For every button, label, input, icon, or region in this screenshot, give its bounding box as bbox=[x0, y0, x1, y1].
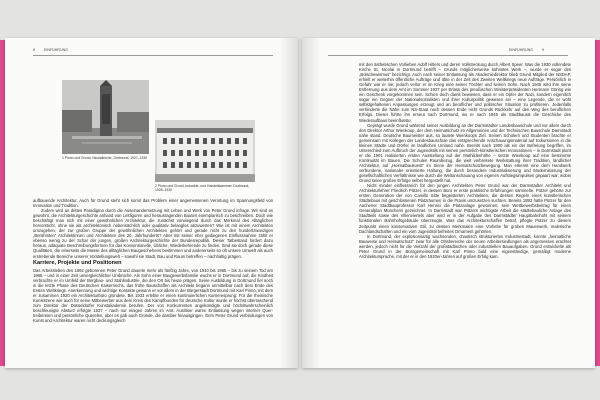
ihk-photo-image bbox=[155, 120, 255, 182]
right-page-header bbox=[509, 48, 544, 52]
photo-ihk bbox=[155, 120, 255, 182]
paragraph: mit den ästhetischen Vorlieben Adolf Hitlers und deren Vollstreckung durch Albert Speer. Was die 1930 vollendete Kirche St. Nicolai in Dortmund betrifft – Grunds möglicherweise kühnstes Werk –, wurde er sogar des „Bolschewismus“ bezichtigt. Auch nach seiner Entlassung als Akademiedirektor blieb Grund Mitglied der NSDAP, erhielt er weiterhin öffentliche Aufträge und übte in der Zeit des Zweiten Weltkriegs neue Aufträge. Persönlich in Gefahr war er nie; jedoch verlor er im Krieg eine seiner Töchter und seinen Sohn. Nach 1945 wird ihm seine Entfernung aus dem Amt im Sommer 1937 per Erlass des preußischen Ministerpräsidenten Hermann Göring wie ein Geschenk vorgekommen sein. Schien doch damit bewiesen, dass er ein Opfer der Nazi, sondern eigentlich sogar ein Gegner der Nationalsozialisten und ihrer Kulturpolitik gewesen sei – eine Legende, die er wohl selbstgehaltenen Anpassungen erzeugt und an beruflicher und politischer Situation zu profitieren. Jedenfalls verhinderte die Nähe zum NS-Staat nach dessen Ende nicht Grunds Rückkehr auf den Weg des beruflichen Erfolgs. Dieser führte ihn erneut nach Dortmund, wo er nach 1945 als Stadtbaurat die Geschicke des Wiederaufbaus beeinflusste. bbox=[359, 62, 571, 123]
paragraph: In Dortmund, der explosionsartig wachsenden, chaotisch strukturierten Industriestadt, konnte „heimatliche Bauweise und Heimatschutz“ zwar für alle Ortsbereiche der neuen Arbeitersiedlungen als angemessen erachtet werden, jedoch nicht für die Vielzahl der großstädtischen oder industriellen Bauaufgaben. Grund entwickelte als Peter Grund in der Bürogemeinschaft mit Karl Pinno bald eine eigenständige, gemäßigt moderne Architektursprache, mit der er in den 1920er-Jahren auf großen Erfolg kam. bbox=[359, 233, 571, 259]
paragraph: Geprägt wurde Grund während seiner Ausbildung an der Darmstädter Landesbauschule und vor allem durch den Direktor Arthur Wienkoop, der dem Heimatschutz im Allgemeinen und der Technischen Bauschule Darmstadt nahe stand. Deutsche Baumeister aus, so lautete Wienkoops Ziel. Seinen Schülern und Studenten brachte er gemeinsam mit Kollegen der Landesbauschule das entsprechende Anschauungsmaterial auf Exkursionen in die kleinen Städte und Dörfer im ländlichen Umland nahe. Bereits nach 1900 als ein der Befreiung begriffen, im Unterschied zum Aufbruch der Jugendstils mit seinen persönlich-künstlerischen Innovationen – in Darmstadt plant er die 1901 realisierten ersten Ausstellung auf der Mathildenhöhe – setzte Wienkoop auf eine bestimmte Kontinuität im Bauen. Die Schulen Raumbezug, die weit verbreitete Werkstattung ihrer Tradition, ländlicher Architektur, auf „Heimatbaukunst“ im Sinne der Heimatschutzbewegung. Man erkennt eine dem Handwerk verbundene, nationaler orientierte Haltung, die durch besondere Industrialisierung und Modernisierung der gesellschaftlichen Verhältnisse wie durch die Weltanschauung von eigenen Aufstiegsimpulsen gepaart war, wobei Grund seine großen Erfolge selbst hergestellt hat. bbox=[359, 122, 571, 184]
running-head: EINFÜHRUNG bbox=[44, 48, 68, 52]
paragraph: Zudem wird an drittes Paradigma durch die Auseinandersetzung mit Leben und Werk von Peter Grund infrage. Wir sind es gewohnt, die Architekturgeschichte anhand von Leitfiguren und herausragenden Bauten exemplarisch zu beschreiben. Doch wie beschäftigt man sich mit einer gewöhnlichen Architektur, die zunächst vorwiegend durch das Merkmal des Alltäglichen hervorsticht, ohne sie als architektonisch nebensächlich oder qualitativ belanglos abzuwerten? Wie ist mit einem Architekten umzugehen, der zur großen Gruppe der gewöhnlichen Architekten gehört und gerade nicht zu den hundertzwanzigen „Berühmten“ Architektinnen und Architekten des 20. Jahrhunderts? Aber mit seiner eher gediegenen Einflussnahme zählt er ebenso wenig zu der Schar der jungen, großen Architekturgeschichte der Bundesrepublik. Dieser Tatbestand fordert dazu heraus, adäquate Beschreibungsformen für das Konventionelle, Übliche, Wiederkehrende zu finden. Sind sie doch gerade diese Qualitäten, die einerseits die Masse des alltäglichen Baugeschehens bestimmen und andererseits so oft unsere Umwelt als auch erstrebende Bereiche unserer Vorstellungswelt – sowohl sie Stadt, Bau und Raum betreffen – nachhaltig prägen. bbox=[33, 208, 273, 259]
running-head: EINFÜHRUNG bbox=[509, 48, 533, 52]
gutter-shadow bbox=[280, 38, 298, 368]
photo1-caption: 1 Pinno und Grund, Nicolaikirche, Dortmund, 1927–1930 bbox=[62, 156, 148, 160]
page-number: 8 bbox=[33, 48, 35, 52]
header-rule bbox=[33, 55, 273, 56]
photo-nicolaikirche bbox=[62, 80, 149, 154]
left-page-header bbox=[33, 48, 68, 52]
header-rule bbox=[328, 55, 568, 56]
photo2-caption: 2 Pinno und Grund, Industrie- und Handelskammer, Dortmund, 1928–1930 bbox=[155, 184, 250, 192]
page-number: 9 bbox=[541, 48, 544, 52]
paragraph: aufbauende Architektur. Auch für Grund steht sich somit das Problem einer angemessenen Verortung im Spannungsfeld von Innovation und Tradition. bbox=[33, 198, 273, 209]
right-body-text bbox=[359, 62, 571, 362]
paragraph: Nicht minder einflussreich für den jungen Architekten Peter Grund war der Darmstädter Architekt und Architekturlehrer Friedrich Pützer, in dessen Büro er erste praktische Erfahrungen sammelte. Pützer gehörte zur ersten Generation der von Camillo Sitte begeisterten Architekten, die dessen Regeln eines künstlerischen Städtebaus mit geschlossenen Platzräumen in die Praxis umzusetzen suchten. Bereits 1893 hatte Pützer für den Aachener Stadtbauprofessor Karl Henrici die Platzanlage gewonnen; sein Wettbewerbsbeitrag für einen Generalplan Münchens gezeichnet. In Darmstadt war Pützers wichtigste Arbeit die städtebauliche Anlage des Stadtteils sowie des Villenviertels aber wird er in der Aufgabe des Darmstädter Hauptbahnhofs mit seinem funktionalen Bahnhofsgebäude überzeugte. Was das Architekturschaffen betraf, pflegte Pützer zu diesem Zeitpunkt einen konservativen Stil, zu dessen Merkmalen eine Vorliebe für grobes Mauerwerk, malerische Dachlandschaften und ein vom Jugendstil befreites Ornament gehörten. bbox=[359, 183, 571, 234]
section-heading: Karriere, Projekte und Positionen bbox=[33, 260, 122, 267]
church-photo-image bbox=[62, 80, 149, 154]
gutter-shadow bbox=[302, 38, 320, 368]
left-page bbox=[5, 38, 298, 368]
left-body-text bbox=[33, 198, 273, 363]
paragraph: Das Arbeitsleben des 1892 geborenen Peter Grund dauerte mehr als fünfzig Jahre, von 1910 bis 1965 – bis zu seinem Tod am 1966 – und in einer Zeit unvergleichlicher Umbrüche. Als Sohn einer Baugewerbsfamilie wuchs er in Dortmund auf; die Kindheit verbrachte er im Umfeld der Bergbau- und Stahlindustrie, die den Ort bis heute prägen. Seine Ausbildung in Dortmund fiel noch in die letzte Phase des Deutschen Kaiserreichs, das frühe Bauschaffen als Architekt begann unmittelbar nach dem Ende des Ersten Weltkriegs. Anerkennung und wichtige Kontakte gewann er vor allem in der Bürgerstadt Dortmund mit Karl Pinno, mit dem er zusammen 1920 ein Architekturbüro gründete. Bis 1933 erlebte er einen kontinuierlichen Karrieresprung: Für die rheinische Kunstszene wie auch für seine Mitbewerber aus dem Kreis des Kampfbundes für deutsche Kultur wurde er höchst überraschend zum Direktor der Düsseldorfer Kunstakademie berufen. Der von Konkurrenten angekündigte und höchstwahrscheinlich beschleunigte Absturz erfolgte 1937 – nach nur einigen Jahren im Amt. Auslöser waren Entlassung wegen interner Quer-treibereien und persönliche Querelen, aber es gab auch Gründe, die darüber hinausgingen. Dem Peter Grund verbindungen von Kunst und Architektur waren nicht deckungsgleich bbox=[33, 267, 273, 324]
right-page bbox=[302, 38, 595, 368]
